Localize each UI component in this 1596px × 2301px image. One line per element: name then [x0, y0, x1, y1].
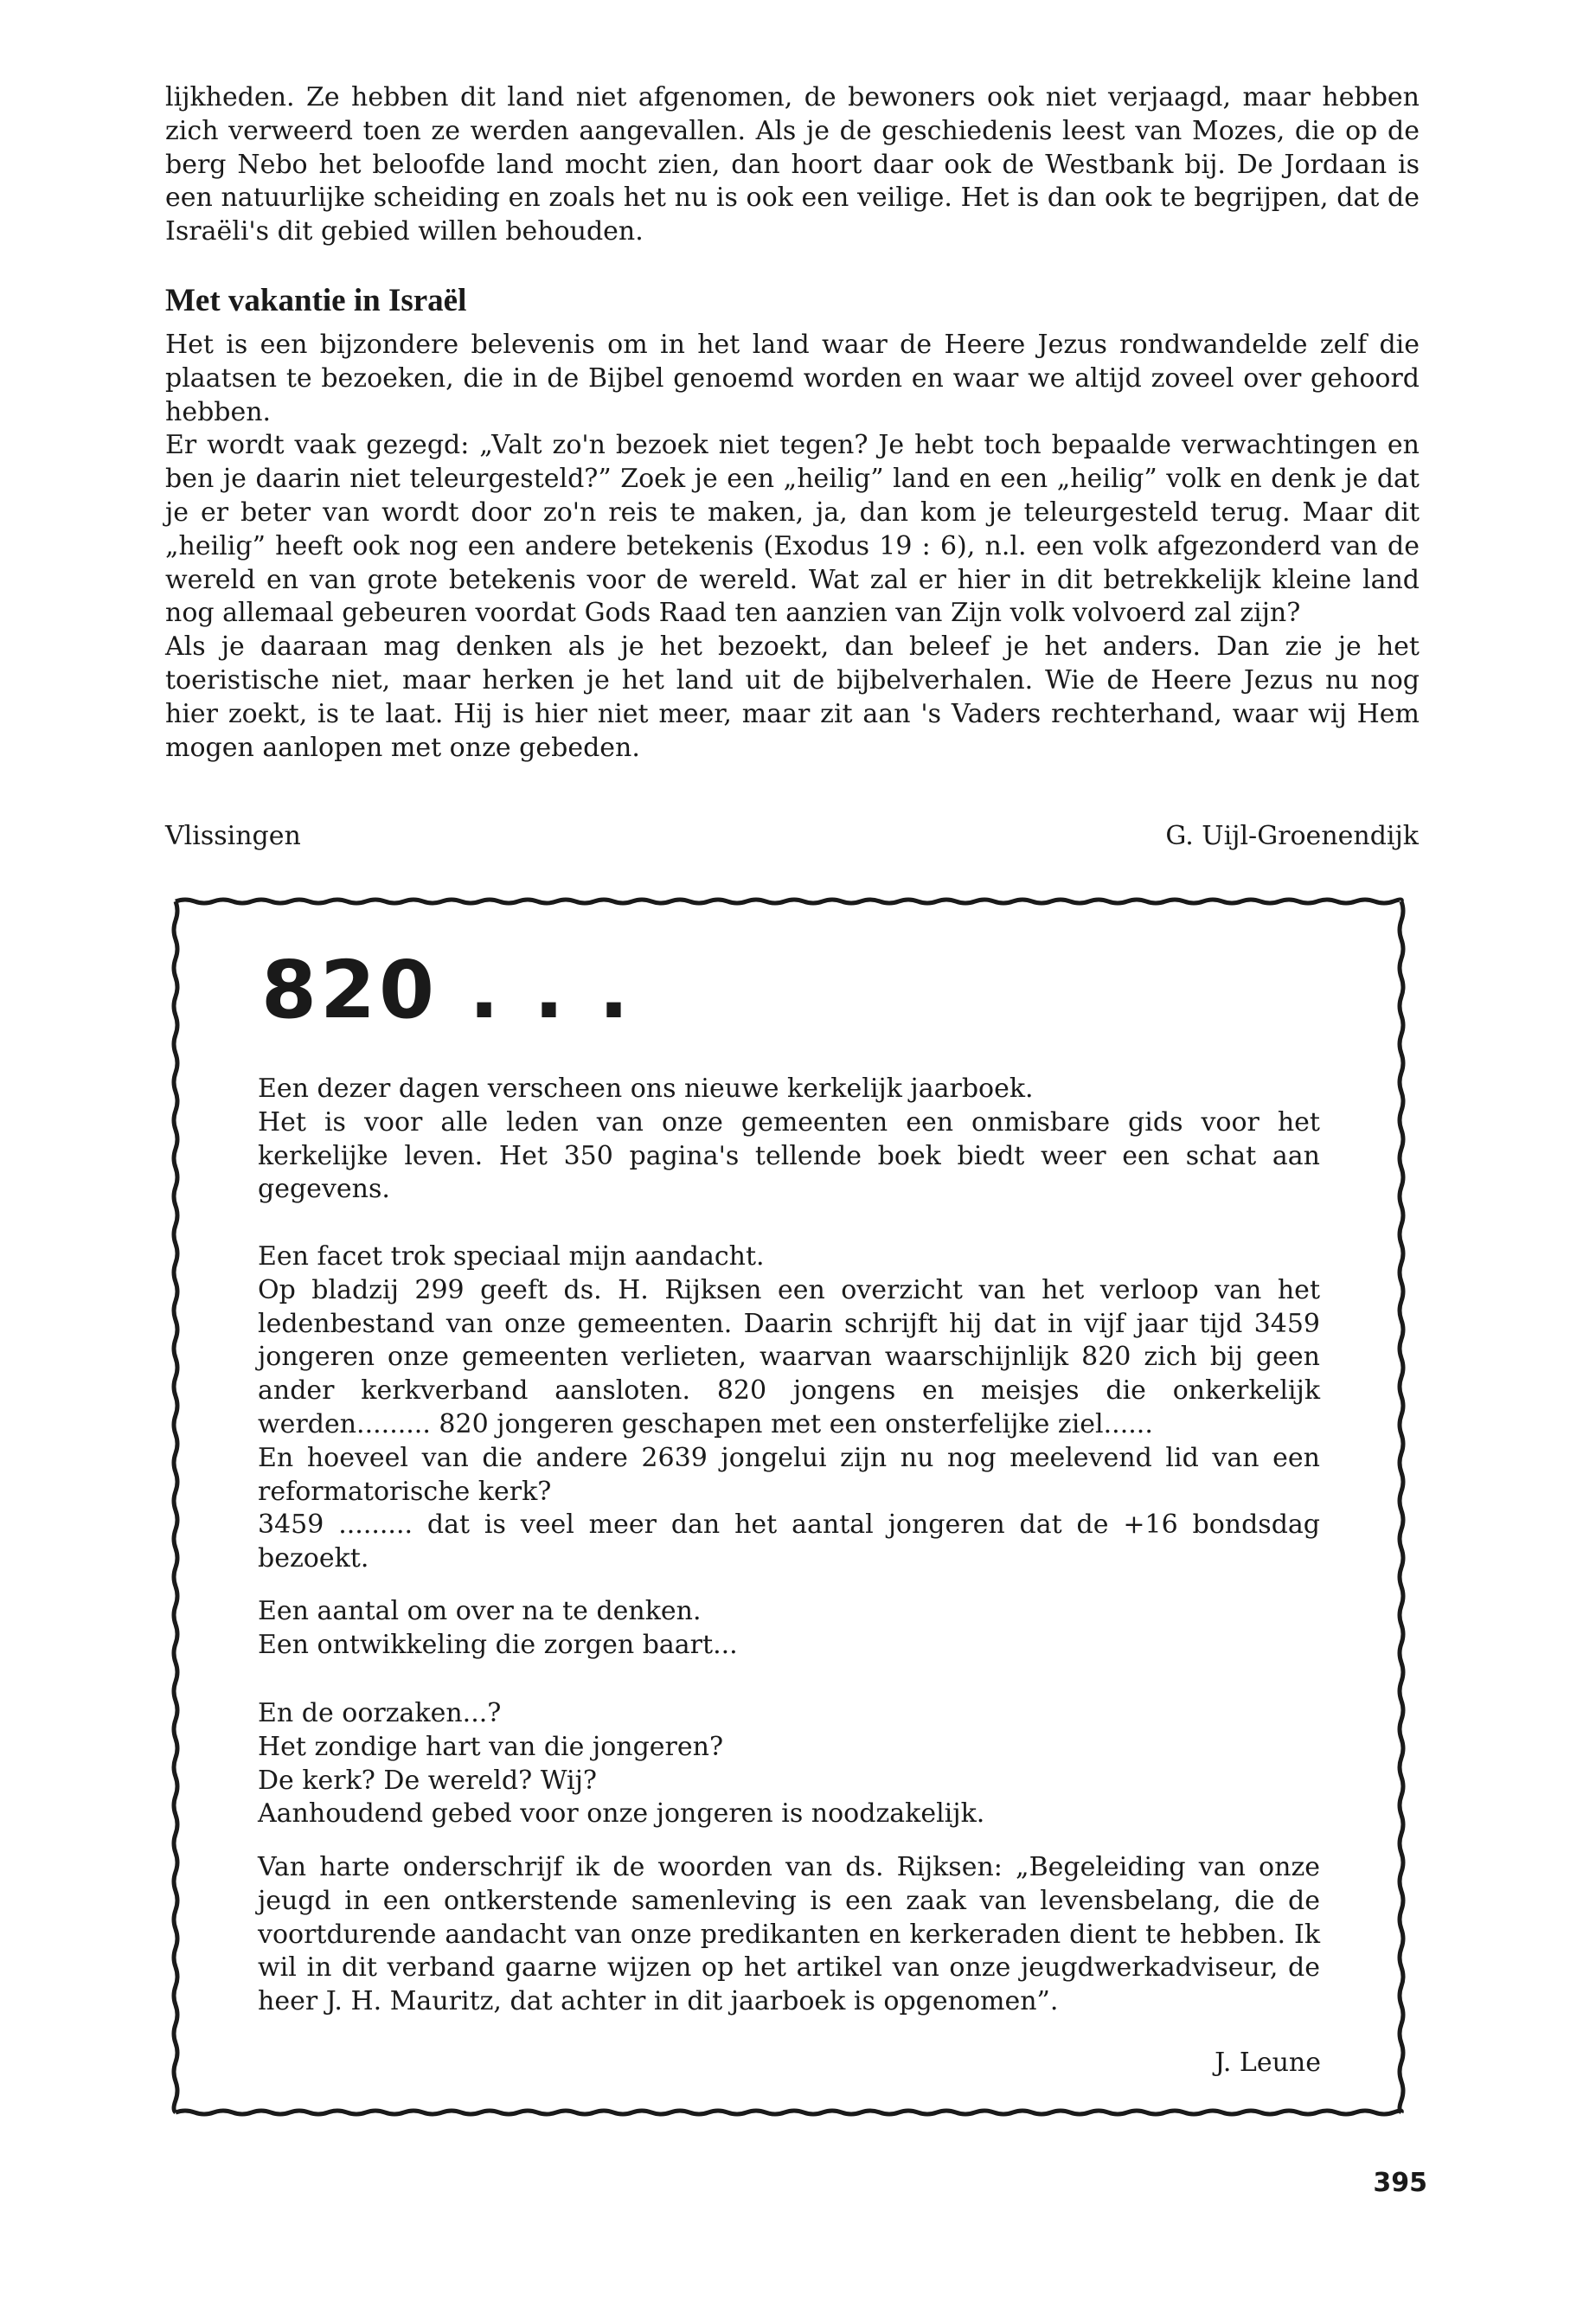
box-paragraph-2: Een facet trok speciaal mijn aandacht. Op bladzij 299 geeft ds. H. Rijksen een overzicht van het verloop van het ledenbestand van onze gemeenten. Daarin schrijft hij dat in vijf jaar tijd 3459 jongeren onze gemeenten verlieten, waarvan waarschijnlijk 820 zich bij geen ander kerkverband aansloten. 820 jongens en meisjes die onkerkelijk werden......... 820 jongeren geschapen met een onsterfelijke ziel...... En hoeveel van die andere 2639 jongelui zijn nu nog meelevend lid van een reformatorische kerk? 3459 ......... dat is veel meer dan het aantal jongeren dat de +16 bondsdag bezoekt.: [258, 1241, 1320, 1574]
box-author: J. Leune: [1215, 2048, 1321, 2078]
box-paragraph-4: En de oorzaken...? Het zondige hart van die jongeren? De kerk? De wereld? Wij? Aanhoudend gebed voor onze jongeren is noodzakelijk.: [258, 1698, 985, 1830]
box-paragraph-1: Een dezer dagen verscheen ons nieuwe kerkelijk jaarboek. Het is voor alle leden van onze gemeenten een onmisbare gids voor het kerkelijke leven. Het 350 pagina's tellende boek biedt weer een schat aan gegevens.: [258, 1074, 1320, 1205]
box-paragraph-5: Van harte onderschrijf ik de woorden van ds. Rijksen: „Begeleiding van onze jeugd in een ontkerstende samenleving is een zaak van levensbelang, die de voortdurende aandacht van onze predikanten en kerkeraden dient te hebben. Ik wil in dit verband gaarne wijzen op het artikel van onze jeugdwerkadviseur, de heer J. H. Mauritz, dat achter in dit jaarboek is opgenomen”.: [258, 1852, 1320, 2017]
frame-border-right: [1400, 901, 1403, 2112]
article-author: G. Uijl-Groenendijk: [1165, 821, 1419, 851]
frame-border-top: [176, 900, 1401, 903]
frame-border-left: [174, 901, 177, 2112]
box-title: 820 . . .: [261, 944, 632, 1036]
page-number: 395: [1373, 2168, 1427, 2198]
article-intro-paragraph: lijkheden. Ze hebben dit land niet afgenomen, de bewoners ook niet verjaagd, maar hebben zich verweerd toen ze werden aangevallen. Als je de geschiedenis leest van Mozes, die op de berg Nebo het beloofde land mocht zien, dan hoort daar ook de Westbank bij. De Jordaan is een natuurlijke scheiding en zoals het nu is ook een veilige. Het is dan ook te begrijpen, dat de Israëli's dit gebied willen behouden.: [165, 82, 1420, 247]
frame-border-bottom: [176, 2111, 1401, 2114]
article-place: Vlissingen: [165, 821, 301, 851]
box-paragraph-3: Een aantal om over na te denken. Een ontwikkeling die zorgen baart...: [258, 1596, 738, 1660]
article-heading: Met vakantie in Israël: [165, 283, 467, 318]
article-body-paragraph: Het is een bijzondere belevenis om in het land waar de Heere Jezus rondwandelde zelf die plaatsen te bezoeken, die in de Bijbel genoemd worden en waar we altijd zoveel over gehoord hebben. Er wordt vaak gezegd: „Valt zo'n bezoek niet tegen? Je hebt toch bepaalde verwachtingen en ben je daarin niet teleurgesteld?” Zoek je een „heilig” land en een „heilig” volk en denk je dat je er beter van wordt door zo'n reis te maken, ja, dan kom je teleurgesteld terug. Maar dit „heilig” heeft ook nog een andere betekenis (Exodus 19 : 6), n.l. een volk afgezonderd van de wereld en van grote betekenis voor de wereld. Wat zal er hier in dit betrekkelijk kleine land nog allemaal gebeuren voordat Gods Raad ten aanzien van Zijn volk volvoerd zal zijn? Als je daaraan mag denken als je het bezoekt, dan beleef je het anders. Dan zie je het toeristische niet, maar herken je het land uit de bijbelverhalen. Wie de Heere Jezus nu nog hier zoekt, is te laat. Hij is hier niet meer, maar zit aan 's Vaders rechterhand, waar wij Hem mogen aanlopen met onze gebeden.: [165, 330, 1420, 763]
